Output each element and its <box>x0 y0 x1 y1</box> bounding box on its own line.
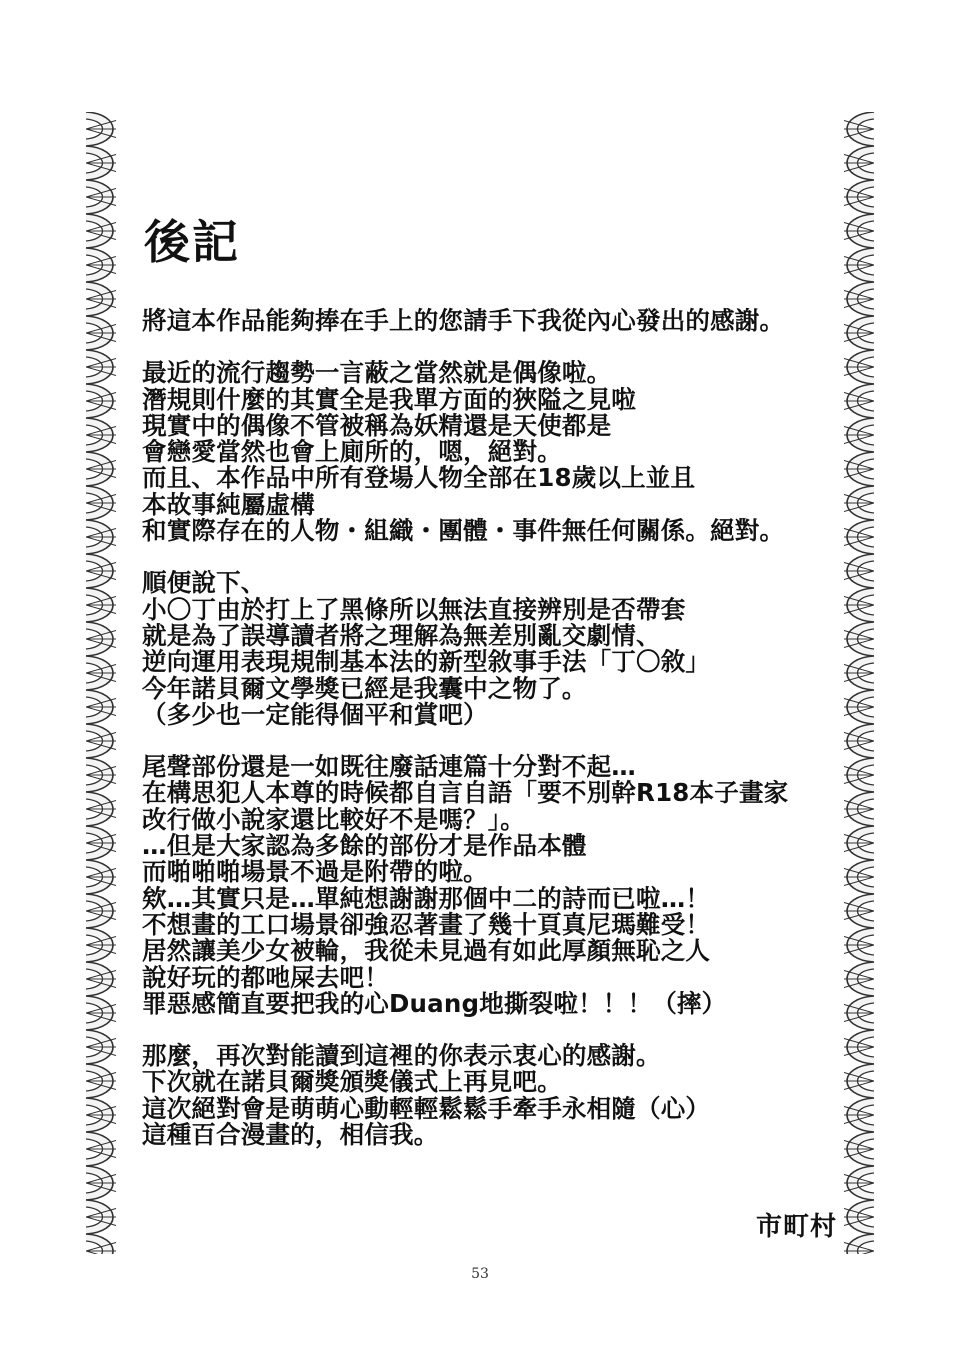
text-line: 罪惡感簡直要把我的心Duang地撕裂啦！！！（摔） <box>142 988 727 1018</box>
text-line: 今年諾貝爾文學獎已經是我囊中之物了。 <box>142 673 587 703</box>
scallop-ornament <box>86 112 116 146</box>
text-line: 和實際存在的人物・組織・團體・事件無任何關係。絕對。 <box>142 516 785 546</box>
scallop-ornament <box>86 486 116 520</box>
scallop-ornament <box>844 112 874 146</box>
scallop-ornament <box>844 248 874 282</box>
scallop-ornament <box>844 1234 874 1254</box>
scallop-ornament <box>86 282 116 316</box>
text-line: 逆向運用表現規制基本法的新型敘事手法「丁〇敘」 <box>142 647 711 677</box>
scallop-ornament <box>844 860 874 894</box>
text-line: 最近的流行趨勢一言蔽之當然就是偶像啦。 <box>142 358 612 388</box>
scallop-ornament <box>844 962 874 996</box>
text-line: 順便說下、 <box>142 568 266 598</box>
scallop-ornament <box>844 384 874 418</box>
scallop-ornament <box>844 894 874 928</box>
scallop-ornament <box>844 1166 874 1200</box>
scallop-ornament <box>86 214 116 248</box>
scallop-ornament <box>844 180 874 214</box>
page-number: 53 <box>471 1266 489 1282</box>
scallop-ornament <box>86 622 116 656</box>
scallop-ornament <box>86 758 116 792</box>
scallop-ornament <box>86 248 116 282</box>
paragraph <box>142 360 842 544</box>
scallop-ornament <box>844 588 874 622</box>
scallop-ornament <box>86 554 116 588</box>
scallop-ornament <box>86 146 116 180</box>
text-line: 欸…其實只是…單純想謝謝那個中二的詩而已啦…！ <box>142 883 711 913</box>
text-line: 而且、本作品中所有登場人物全部在18歲以上並且 <box>142 463 696 493</box>
scallop-ornament <box>86 996 116 1030</box>
scallop-ornament <box>844 826 874 860</box>
scallop-ornament <box>844 486 874 520</box>
text-line: 尾聲部份還是一如既往廢話連篇十分對不起… <box>142 752 636 782</box>
text-line: 將這本作品能夠捧在手上的您請手下我從內心發出的感謝。 <box>142 306 785 335</box>
scallop-ornament <box>86 180 116 214</box>
scallop-ornament <box>844 520 874 554</box>
scallop-ornament <box>86 1234 116 1254</box>
scallop-ornament <box>86 350 116 384</box>
scallop-ornament <box>844 316 874 350</box>
scallop-ornament <box>86 656 116 690</box>
scallop-ornament <box>844 1064 874 1098</box>
scallop-ornament <box>844 282 874 316</box>
scallop-ornament <box>86 1064 116 1098</box>
text-line: 這次絕對會是萌萌心動輕輕鬆鬆手牽手永相隨（心） <box>142 1093 711 1123</box>
scallop-ornament <box>86 316 116 350</box>
scallop-ornament <box>844 928 874 962</box>
scallop-ornament <box>86 1166 116 1200</box>
scallop-ornament <box>86 894 116 928</box>
scallop-ornament <box>844 792 874 826</box>
text-line: 改行做小說家還比較好不是嗎？」。 <box>142 804 525 834</box>
scallop-ornament <box>844 350 874 384</box>
text-line: 就是為了誤導讀者將之理解為無差別亂交劇情、 <box>142 620 661 650</box>
afterword-content <box>142 214 842 1174</box>
decorative-border-left <box>86 112 126 1254</box>
scallop-ornament <box>86 826 116 860</box>
scallop-ornament <box>86 690 116 724</box>
scallop-ornament <box>86 1098 116 1132</box>
text-line: 下次就在諾貝爾獎頒獎儀式上再見吧。 <box>142 1067 562 1097</box>
scallop-ornament <box>86 928 116 962</box>
scallop-ornament <box>844 724 874 758</box>
scallop-ornament <box>86 418 116 452</box>
paragraph <box>142 308 842 334</box>
scallop-ornament <box>86 1200 116 1234</box>
text-line: …但是大家認為多餘的部份才是作品本體 <box>142 831 587 861</box>
scallop-ornament <box>844 690 874 724</box>
text-line: 不想畫的工口場景卻強忍著畫了幾十頁真尼瑪難受！ <box>142 909 711 939</box>
paragraph-list <box>142 308 842 1148</box>
text-line: 會戀愛當然也會上廁所的，嗯，絕對。 <box>142 437 562 467</box>
scallop-ornament <box>86 860 116 894</box>
scallop-ornament <box>844 996 874 1030</box>
scallop-ornament <box>86 384 116 418</box>
scallop-ornament <box>86 1132 116 1166</box>
scallop-ornament <box>844 554 874 588</box>
scallop-ornament <box>86 588 116 622</box>
scallop-ornament <box>86 792 116 826</box>
scallop-ornament <box>844 146 874 180</box>
scallop-ornament <box>86 962 116 996</box>
scallop-ornament <box>86 520 116 554</box>
paragraph <box>142 570 842 728</box>
text-line: 居然讓美少女被輪，我從未見過有如此厚顏無恥之人 <box>142 936 711 966</box>
scallop-ornament <box>86 1030 116 1064</box>
scallop-ornament <box>844 758 874 792</box>
paragraph <box>142 1043 842 1148</box>
scallop-ornament <box>844 452 874 486</box>
text-line: 現實中的偶像不管被稱為妖精還是天使都是 <box>142 410 612 440</box>
scallop-ornament <box>844 622 874 656</box>
scallop-ornament <box>844 1200 874 1234</box>
scallop-ornament <box>86 724 116 758</box>
scallop-ornament <box>844 1132 874 1166</box>
scallop-ornament <box>844 418 874 452</box>
scallop-ornament <box>844 1098 874 1132</box>
scallop-ornament <box>844 656 874 690</box>
text-line: 小〇丁由於打上了黑條所以無法直接辨別是否帶套 <box>142 594 686 624</box>
text-line: （多少也一定能得個平和賞吧） <box>142 699 488 729</box>
scallop-ornament <box>844 214 874 248</box>
text-line: 這種百合漫畫的，相信我。 <box>142 1120 439 1150</box>
text-line: 那麼，再次對能讀到這裡的你表示衷心的感謝。 <box>142 1041 661 1071</box>
scallop-ornament <box>86 452 116 486</box>
afterword-title: 後記 <box>144 215 240 269</box>
paragraph <box>142 754 842 1017</box>
text-line: 在構思犯人本尊的時候都自言自語「要不別幹R18本子畫家 <box>142 778 789 808</box>
text-line: 本故事純屬虛構 <box>142 489 315 519</box>
scallop-ornament <box>844 1030 874 1064</box>
text-line: 而啪啪啪場景不過是附帶的啦。 <box>142 857 488 887</box>
author-signature: 市町村 <box>756 1212 838 1242</box>
text-line: 潛規則什麼的其實全是我單方面的狹隘之見啦 <box>142 384 636 414</box>
text-line: 說好玩的都吔屎去吧！ <box>142 962 389 992</box>
